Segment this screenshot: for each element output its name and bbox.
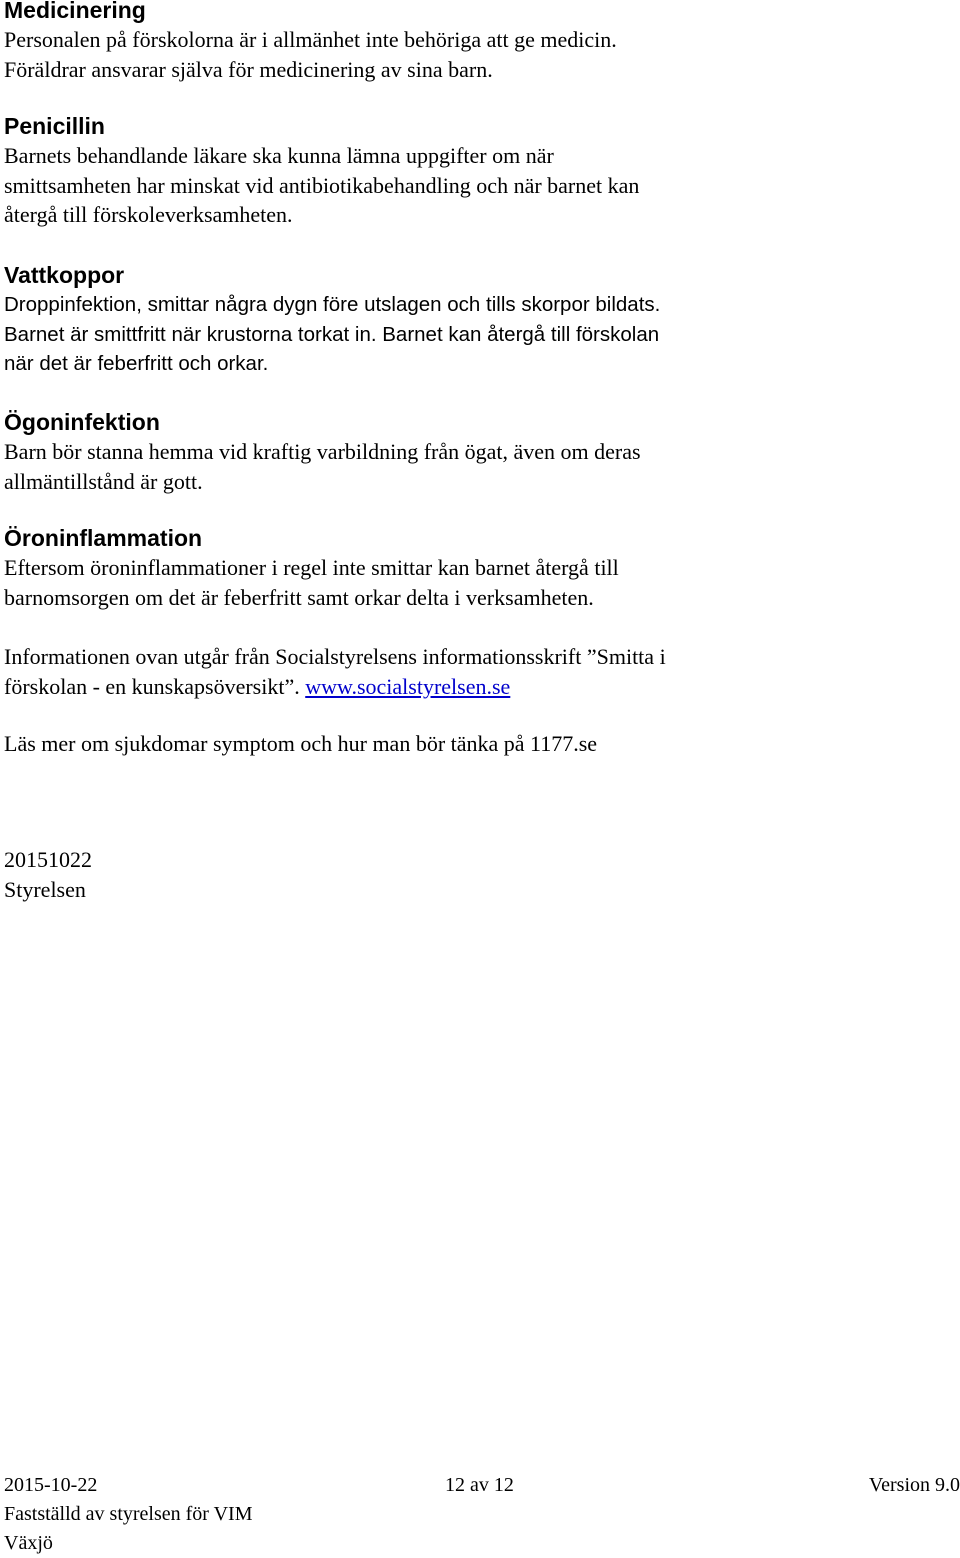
source-info — [4, 642, 666, 701]
page-footer — [4, 1471, 960, 1558]
section-text — [4, 25, 617, 84]
text-line: Personalen på förskolorna är i allmänhet inte behöriga att ge medicin. — [4, 27, 617, 52]
text-line — [4, 672, 666, 702]
section-text — [4, 290, 660, 379]
text-line: Informationen ovan utgår från Socialstyrelsens informationsskrift ”Smitta i — [4, 644, 666, 669]
section-oroninflammation — [4, 524, 619, 612]
section-heading: Ögoninfektion — [4, 409, 160, 435]
footer-version: Version 9.0 — [868, 1474, 960, 1496]
section-ogoninfektion — [4, 408, 641, 496]
text-line: smittsamheten har minskat vid antibiotikabehandling och när barnet kan — [4, 172, 640, 198]
footer-row — [4, 1500, 960, 1529]
text-fragment: förskolan - en kunskapsöversikt”. — [4, 673, 306, 699]
section-text — [4, 553, 619, 612]
section-heading: Öroninflammation — [4, 525, 203, 551]
footer-approved-by: Fastställd av styrelsen för VIM — [4, 1503, 253, 1525]
footer-row — [4, 1471, 960, 1500]
section-vattkoppor — [4, 261, 660, 379]
text-line: Föräldrar ansvarar själva för medicinering av sina barn. — [4, 56, 493, 82]
section-penicillin — [4, 112, 639, 230]
read-more-text — [4, 729, 597, 759]
section-text — [4, 141, 639, 230]
signature-signer: Styrelsen — [4, 876, 86, 902]
footer-location: Växjö — [4, 1532, 53, 1554]
section-heading: Vattkoppor — [4, 262, 125, 288]
footer-page-number: 12 av 12 — [445, 1474, 514, 1496]
section-text — [4, 437, 641, 496]
text-line: allmäntillstånd är gott. — [4, 468, 203, 494]
text-line: barnomsorgen om det är feberfritt samt orkar delta i verksamheten. — [4, 584, 594, 610]
footer-date: 2015-10-22 — [4, 1474, 98, 1496]
footer-row — [4, 1529, 960, 1558]
text-line: Barnet är smittfritt när krustorna torkat in. Barnet kan återgå till förskolan — [4, 322, 660, 346]
socialstyrelsen-link[interactable]: www.socialstyrelsen.se — [305, 673, 511, 699]
section-heading: Penicillin — [4, 113, 105, 139]
text-line: när det är feberfritt och orkar. — [4, 352, 269, 375]
text-line: Barn bör stanna hemma vid kraftig varbildning från ögat, även om deras — [4, 439, 641, 464]
section-heading: Medicinering — [4, 0, 146, 23]
text-line: Droppinfektion, smittar några dygn före utslagen och tills skorpor bildats. — [4, 293, 661, 316]
text-line: återgå till förskoleverksamheten. — [4, 202, 293, 227]
text-line: Eftersom öroninflammationer i regel inte smittar kan barnet återgå till — [4, 555, 619, 580]
section-medicinering — [4, 0, 617, 84]
text-line: Läs mer om sjukdomar symptom och hur man bör tänka på 1177.se — [4, 731, 598, 756]
signature-block — [4, 845, 92, 904]
text-line: Barnets behandlande läkare ska kunna lämna uppgifter om när — [4, 143, 554, 168]
signature-date: 20151022 — [4, 847, 92, 872]
